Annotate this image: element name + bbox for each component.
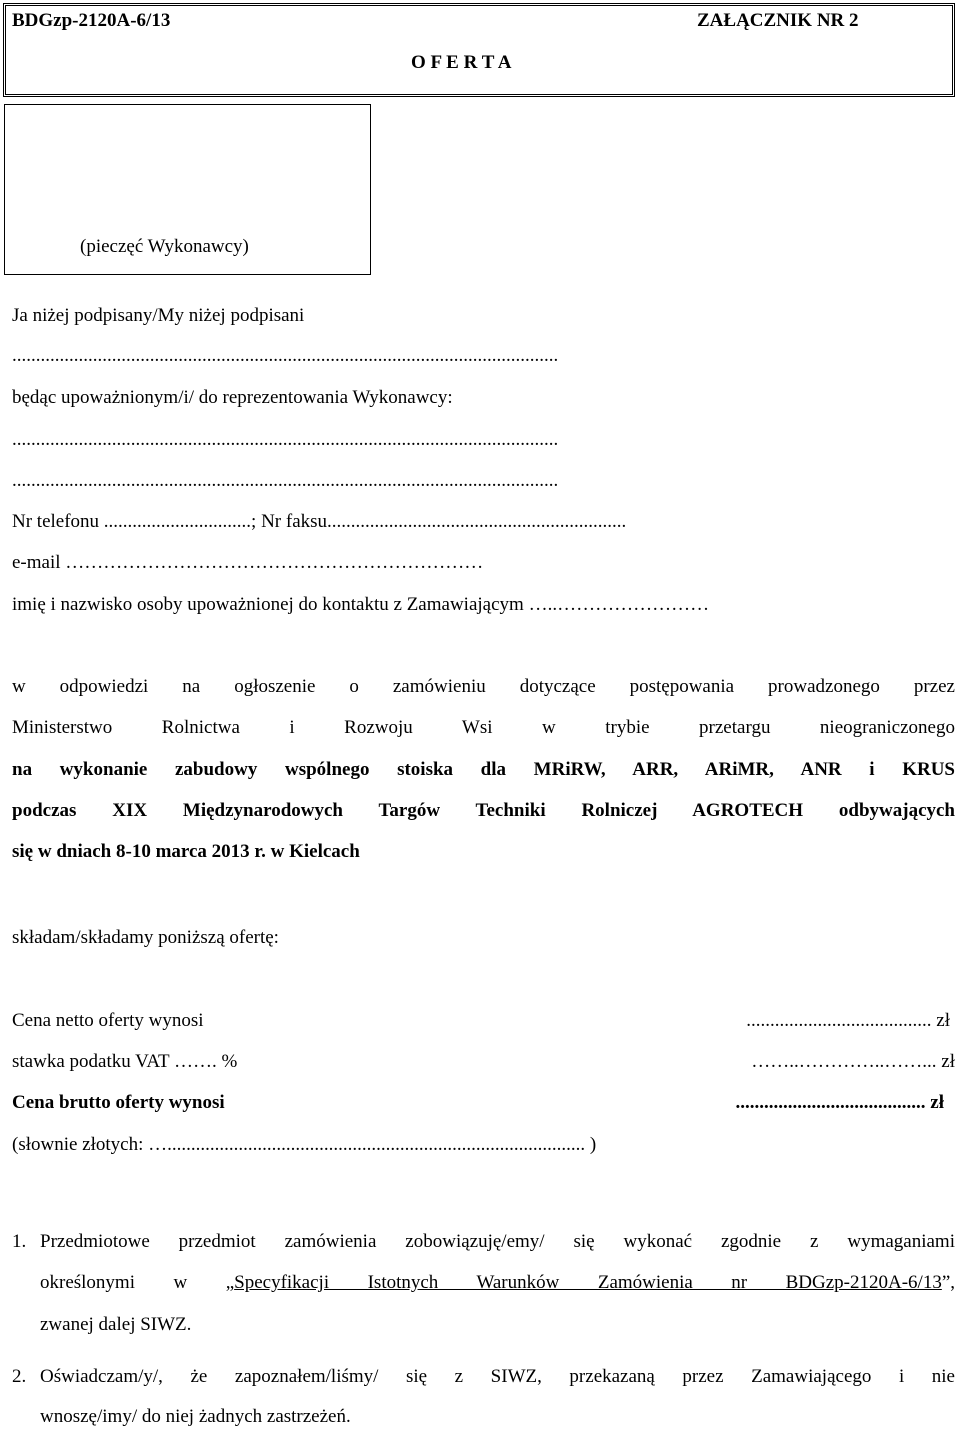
annex-label: ZAŁĄCZNIK NR 2	[697, 10, 859, 31]
clause-1-line-3: zwanej dalej SIWZ.	[40, 1314, 192, 1335]
clause-1-line-1: Przedmiotowe przedmiot zamówienia zobowiązuję/emy/ się wykonać zgodnie z wymaganiami	[40, 1231, 955, 1252]
dots-line-3: ...................................................................................................................	[12, 470, 559, 491]
vat-rate-label: stawka podatku VAT ……. %	[12, 1051, 238, 1072]
clause-2-line-2: wnoszę/imy/ do niej żadnych zastrzeżeń.	[40, 1406, 351, 1427]
clause-1-line-2	[40, 1273, 955, 1292]
clause-2-number: 2.	[12, 1366, 27, 1387]
clause-1-number: 1.	[12, 1231, 27, 1252]
net-price-value: ....................................... zł	[746, 1010, 950, 1031]
clause-2-line-1: Oświadczam/y/, że zapoznałem/liśmy/ się z SIWZ, przekazaną przez Zamawiającego i nie	[40, 1366, 955, 1387]
subject-line-1: na wykonanie zabudowy wspólnego stoiska dla MRiRW, ARR, ARiMR, ANR i KRUS	[12, 759, 955, 780]
amount-in-words: (słownie złotych: …........................................................................................ )	[12, 1134, 597, 1155]
stamp-label: (pieczęć Wykonawcy)	[80, 236, 249, 257]
clause-1-suffix: ”,	[941, 1272, 956, 1293]
net-price-label: Cena netto oferty wynosi	[12, 1010, 204, 1031]
contact-person-line: imię i nazwisko osoby upoważnionej do kontaktu z Zamawiającym …..……………………	[12, 594, 710, 615]
signed-line: Ja niżej podpisany/My niżej podpisani	[12, 305, 305, 326]
authorized-line: będąc upoważnionym/i/ do reprezentowania Wykonawcy:	[12, 387, 453, 408]
email-line: e-mail …………………………………………………………	[12, 552, 484, 573]
document-title: O F E R T A	[411, 52, 512, 73]
phone-fax-line: Nr telefonu ...............................; Nr faksu...............................................................	[12, 511, 627, 532]
dots-line-1: ...................................................................................................................	[12, 345, 559, 366]
subject-line-3: się w dniach 8-10 marca 2013 r. w Kielcach	[12, 841, 360, 862]
intro-line-2: Ministerstwo Rolnictwa i Rozwoju Wsi w trybie przetargu nieograniczonego	[12, 717, 955, 738]
reference-number: BDGzp-2120A-6/13	[12, 10, 171, 31]
gross-price-value: ........................................ zł	[735, 1092, 944, 1113]
vat-amount-value: ……..…………..……... zł	[751, 1051, 955, 1072]
dots-line-2: ...................................................................................................................	[12, 429, 559, 450]
gross-price-label: Cena brutto oferty wynosi	[12, 1092, 225, 1113]
offer-lead: składam/składamy poniższą ofertę:	[12, 927, 279, 948]
clause-1-prefix: określonymi w „	[40, 1272, 235, 1293]
intro-line-1: w odpowiedzi na ogłoszenie o zamówieniu dotyczące postępowania prowadzonego przez	[12, 676, 955, 697]
siwz-reference: Specyfikacji Istotnych Warunków Zamówienia nr BDGzp-2120A-6/13	[234, 1272, 942, 1293]
subject-line-2: podczas XIX Międzynarodowych Targów Techniki Rolniczej AGROTECH odbywających	[12, 800, 955, 821]
